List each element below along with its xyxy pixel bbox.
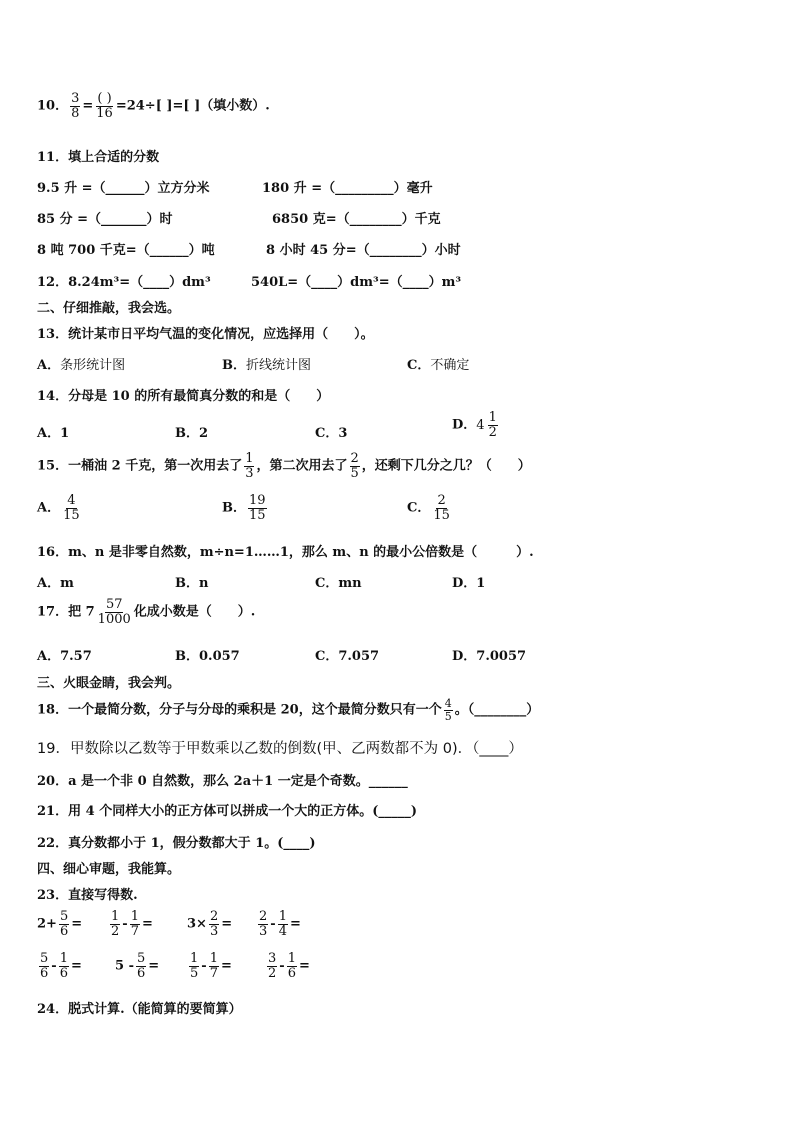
calc-1-2: $\frac{1}{2}$ - $\frac{1}{7}$ =	[111, 909, 153, 939]
q17-option-d: D．7.0057	[452, 649, 527, 664]
question-12-left: 12．8.24m³=（____）dm³	[37, 275, 211, 290]
q16-option-d: D．1	[452, 576, 486, 591]
fraction: $\frac{3}{8}$	[71, 91, 80, 121]
fraction-blank: $\frac{( )}{16}$	[96, 91, 113, 121]
question-18: 18．一个最简分数，分子与分母的乘积是 20，这个最简分数只有一个 $\frac{4}{5}$ 。（________）	[37, 697, 540, 723]
q14-option-b: B．2	[175, 426, 209, 441]
fraction: $\frac{1}{2}$	[488, 410, 497, 440]
question-11-title: 11．填上合适的分数	[37, 150, 160, 165]
question-15-stem: 15．一桶油 2 千克，第一次用去了 $\frac{1}{3}$ ，第二次用去了 $\frac{2}{5}$ ，还剩下几分之几？（ ）	[37, 451, 531, 481]
section-2-heading: 二、仔细推敲，我会选。	[37, 301, 181, 316]
question-19: 19．甲数除以乙数等于甲数乘以乙数的倒数(甲、乙两数都不为 0)．（____）	[37, 741, 523, 757]
calc-2-1: $\frac{5}{6}$ - $\frac{1}{6}$ =	[40, 951, 82, 981]
q13-option-b: B．折线统计图	[222, 358, 312, 373]
calc-2-4: $\frac{3}{2}$ - $\frac{1}{6}$ =	[268, 951, 310, 981]
q13-option-a: A．条形统计图	[37, 358, 126, 373]
question-10: 10． $\frac{3}{8}$ = $\frac{( )}{16}$ =24÷[ ]=[ ]（填小数）.	[37, 91, 270, 121]
fraction: $\frac{2}{5}$	[350, 451, 359, 481]
fraction: $\frac{1}{3}$	[245, 451, 254, 481]
q11-item-5: 8 吨 700 千克=（______）吨	[37, 243, 215, 258]
question-12-right: 540L=（____）dm³=（____）m³	[251, 275, 462, 290]
q13-option-c: C．不确定	[407, 358, 470, 373]
fraction: $\frac{4}{5}$	[444, 697, 452, 723]
q11-item-6: 8 小时 45 分=（________）小时	[266, 243, 461, 258]
question-13-stem: 13．统计某市日平均气温的变化情况，应选择用（ ）。	[37, 327, 374, 342]
fraction: $\frac{2}{15}$	[433, 493, 450, 523]
question-22: 22．真分数都小于 1，假分数都大于 1。(____)	[37, 836, 316, 851]
q17-option-a: A．7.57	[37, 649, 92, 664]
question-17-stem: 17．把 7 $\frac{57}{1000}$ 化成小数是（ ）.	[37, 597, 256, 627]
q11-item-1: 9.5 升 =（______）立方分米	[37, 181, 210, 196]
q15-option-c: C． $\frac{2}{15}$	[407, 493, 450, 523]
fraction: $\frac{19}{15}$	[249, 493, 266, 523]
calc-2-2: 5 - $\frac{5}{6}$ =	[115, 951, 160, 981]
q16-option-c: C．mn	[315, 576, 362, 591]
question-21: 21．用 4 个同样大小的正方体可以拼成一个大的正方体。(_____)	[37, 804, 417, 819]
question-23-title: 23．直接写得数.	[37, 888, 138, 903]
question-16-stem: 16．m、n 是非零自然数，m÷n=1……1，那么 m、n 的最小公倍数是（ ）.	[37, 545, 534, 560]
fraction: $\frac{4}{15}$	[63, 493, 80, 523]
q16-option-a: A．m	[37, 576, 74, 591]
question-number: 10．	[37, 98, 69, 114]
calc-1-3: 3× $\frac{2}{3}$ =	[187, 909, 233, 939]
calc-1-1: 2+ $\frac{5}{6}$ =	[37, 909, 83, 939]
calc-1-4: $\frac{2}{3}$ - $\frac{1}{4}$ =	[259, 909, 301, 939]
question-24: 24．脱式计算.（能简算的要简算）	[37, 1002, 242, 1017]
fraction: $\frac{57}{1000}$	[97, 597, 131, 627]
q17-option-c: C．7.057	[315, 649, 380, 664]
q11-item-2: 180 升 =（_________）毫升	[262, 181, 433, 196]
calc-2-3: $\frac{1}{5}$ - $\frac{1}{7}$ =	[190, 951, 232, 981]
q14-option-c: C．3	[315, 426, 348, 441]
q14-option-d: D．4 $\frac{1}{2}$	[452, 410, 497, 440]
q16-option-b: B．n	[175, 576, 209, 591]
q15-option-b: B． $\frac{19}{15}$	[222, 493, 266, 523]
q11-item-4: 6850 克=（________）千克	[272, 212, 441, 227]
q17-option-b: B．0.057	[175, 649, 240, 664]
q15-option-a: A． $\frac{4}{15}$	[37, 493, 80, 523]
section-4-heading: 四、细心审题，我能算。	[37, 862, 181, 877]
question-20: 20．a 是一个非 0 自然数，那么 2a＋1 一定是个奇数。______	[37, 774, 408, 789]
q11-item-3: 85 分 =（_______）时	[37, 212, 173, 227]
section-3-heading: 三、火眼金睛，我会判。	[37, 676, 181, 691]
q14-option-a: A．1	[37, 426, 70, 441]
question-14-stem: 14．分母是 10 的所有最简真分数的和是（ ）	[37, 389, 330, 404]
